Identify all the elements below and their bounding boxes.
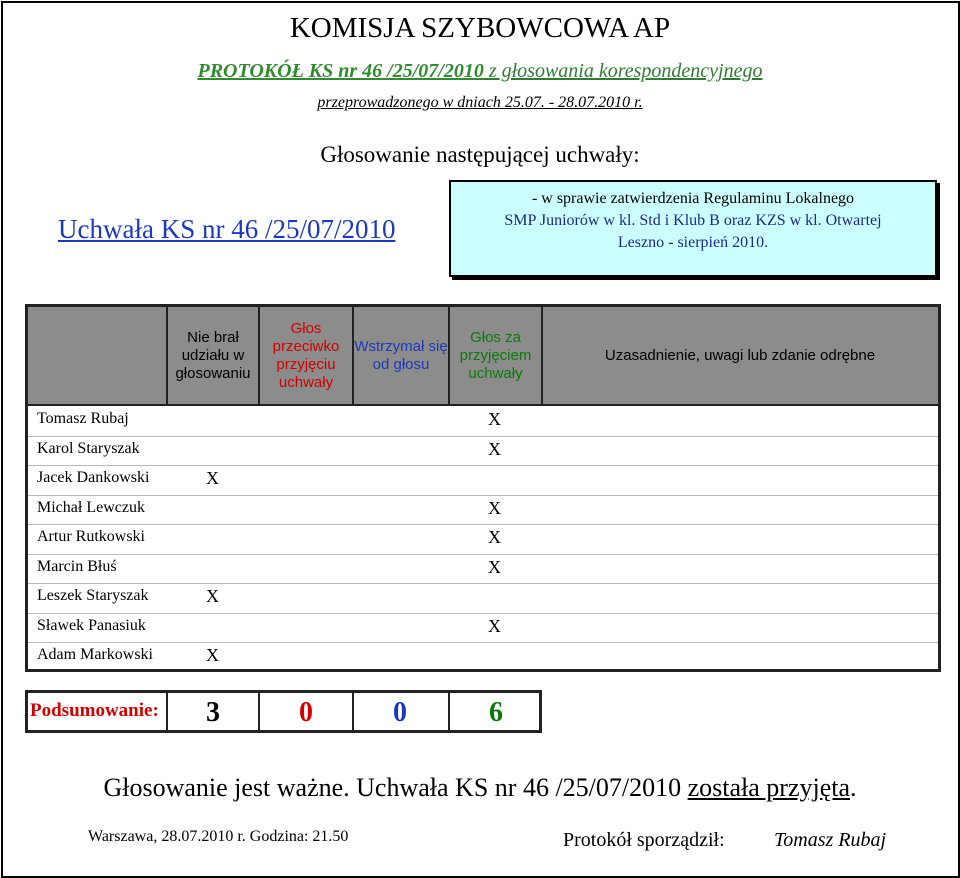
prepared-by: Tomasz Rubaj: [774, 829, 887, 851]
vote-cell-absent: X: [206, 645, 219, 665]
header-name-column: [25, 304, 167, 406]
vote-cell-for: X: [488, 527, 501, 547]
vote-cell-for: X: [488, 409, 501, 429]
row-separator: [28, 613, 938, 614]
vote-cell-for: X: [488, 497, 501, 518]
member-name: Leszek Staryszak: [37, 587, 149, 604]
vote-cell-absent: X: [206, 468, 219, 488]
place-date: Warszawa, 28.07.2010 r. Godzina: 21.50: [88, 828, 349, 845]
protocol-heading: [0, 60, 960, 83]
header-for: Głos za przyjęciem uchwały: [449, 304, 542, 406]
page-title: KOMISJA SZYBOWCOWA AP: [289, 12, 671, 44]
vote-result: [0, 773, 960, 803]
header-divider: [258, 304, 260, 406]
member-name: Jacek Dankowski: [37, 469, 150, 486]
result-outcome: została przyjęta: [687, 773, 851, 802]
header-divider: [448, 304, 450, 406]
header-remarks: Uzasadnienie, uwagi lub zdanie odrębne: [542, 304, 941, 406]
member-name: Adam Markowski: [37, 646, 153, 663]
member-name: Michał Lewczuk: [37, 498, 145, 516]
resolution-description: [449, 180, 937, 277]
summary-abstain: 0: [393, 697, 407, 728]
row-separator: [28, 554, 938, 555]
resolution-desc-line1: - w sprawie zatwierdzenia Regulaminu Lokalnego: [531, 190, 855, 207]
row-separator: [28, 583, 938, 584]
member-name: Sławek Panasiuk: [37, 616, 146, 634]
member-name: Tomasz Rubaj: [37, 410, 129, 427]
summary-divider: [352, 690, 354, 733]
vote-cell-for: X: [488, 438, 501, 459]
summary-for: 6: [489, 697, 503, 728]
row-separator: [28, 436, 938, 437]
row-separator: [28, 495, 938, 496]
result-suffix: .: [850, 773, 857, 802]
prepared-by-label: Protokół sporządził:: [563, 829, 725, 851]
row-separator: [28, 465, 938, 466]
row-separator: [28, 524, 938, 525]
member-name: Marcin Błuś: [37, 557, 117, 575]
vote-intro: Głosowanie następującej uchwały:: [320, 142, 640, 167]
header-against: Głos przeciwko przyjęciu uchwały: [259, 304, 353, 406]
resolution-id: Uchwała KS nr 46 /25/07/2010: [58, 214, 396, 244]
summary-divider: [258, 690, 260, 733]
header-divider: [166, 304, 168, 406]
summary-absent: 3: [206, 697, 220, 728]
summary-label: Podsumowanie:: [30, 700, 159, 721]
vote-cell-absent: X: [206, 586, 219, 606]
resolution-desc-line2: SMP Juniorów w kl. Std i Klub B oraz KZS w kl. Otwartej: [504, 212, 882, 229]
resolution-desc-line3: Leszno - sierpień 2010.: [617, 234, 769, 251]
header-absent: Nie brał udziału w głosowaniu: [167, 304, 259, 406]
row-separator: [28, 642, 938, 643]
member-name: Artur Rutkowski: [37, 528, 145, 545]
result-prefix: Głosowanie jest ważne. Uchwała KS nr 46 /25/07/2010: [103, 773, 688, 802]
protocol-link[interactable]: PROTOKÓŁ KS nr 46 /25/07/2010: [197, 60, 484, 82]
summary-against: 0: [299, 697, 313, 728]
header-abstain: Wstrzymał się od głosu: [353, 304, 449, 406]
summary-divider: [166, 690, 168, 733]
protocol-period: przeprowadzonego w dniach 25.07. - 28.07.2010 r.: [317, 94, 643, 111]
header-divider: [541, 304, 543, 406]
member-name: Karol Staryszak: [37, 439, 140, 457]
protocol-heading-rest: z głosowania korespondencyjnego: [483, 60, 763, 82]
header-divider: [352, 304, 354, 406]
summary-divider: [448, 690, 450, 733]
vote-cell-for: X: [488, 615, 501, 636]
vote-cell-for: X: [488, 556, 501, 577]
